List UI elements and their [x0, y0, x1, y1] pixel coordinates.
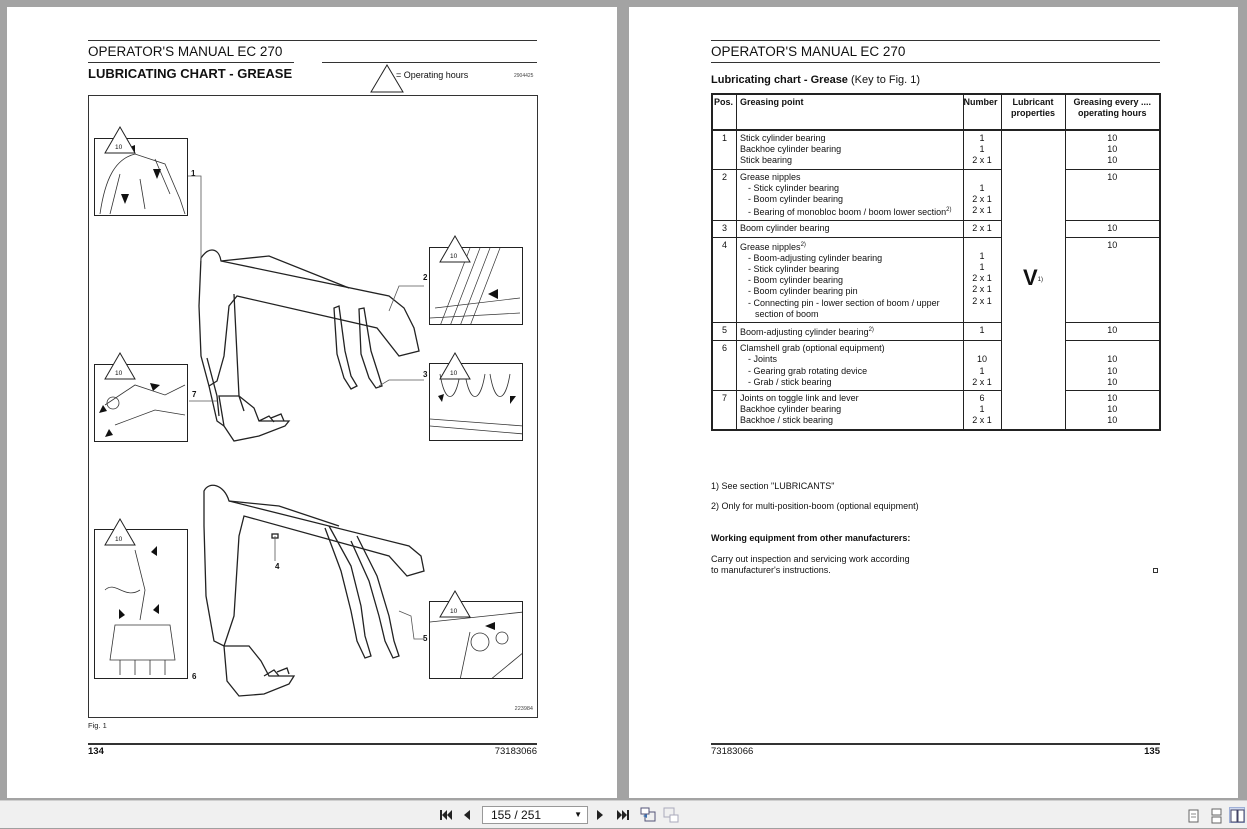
number-value: 1: [979, 182, 985, 193]
greasing-point-text: - Gearing grab rotating device: [748, 365, 868, 376]
greasing-point-text: Backhoe / stick bearing: [740, 415, 834, 426]
callout-5: 5: [423, 634, 428, 643]
interval-cell: [1065, 169, 1160, 221]
row-position: 5: [712, 323, 737, 341]
number-value: 1: [979, 262, 985, 273]
previous-page-icon: [462, 809, 472, 821]
greasing-point-text: - Joints: [748, 354, 778, 365]
interval-cell: [1065, 323, 1160, 341]
footnote-ref: 2): [946, 207, 952, 214]
interval-value: 10: [1107, 404, 1118, 415]
number-value: 2 x 1: [972, 376, 992, 387]
header-rule: [88, 40, 537, 41]
interval-value: 10: [1107, 133, 1118, 143]
continuous-page-icon: [1209, 808, 1225, 824]
table-title-bold: Lubricating chart - Grease: [711, 74, 848, 86]
greasing-point-text: Boom-adjusting cylinder bearing: [740, 327, 869, 338]
interval-value: [1069, 262, 1157, 273]
greasing-point-text: - Stick cylinder bearing: [748, 264, 840, 275]
interval-cell: [1065, 130, 1160, 169]
page-number: 134: [88, 746, 104, 757]
table-row: [712, 221, 1160, 237]
number-value: [967, 172, 998, 183]
number-value: 1: [979, 144, 985, 155]
interval-value: [1069, 205, 1157, 216]
greasing-point-cell: [737, 323, 963, 341]
section-text-line-2: to manufacturer's instructions.: [711, 565, 831, 575]
lubricant-cell: [1001, 130, 1065, 430]
two-page-view-button[interactable]: [1229, 807, 1245, 823]
greasing-point-text: - Connecting pin - lower section of boom / upper: [748, 297, 940, 308]
interval-value: 10: [1107, 325, 1118, 336]
greasing-point-cell: [737, 237, 963, 322]
last-page-button[interactable]: [615, 806, 631, 824]
interval-value: 10: [1107, 415, 1118, 426]
callout-3: 3: [423, 370, 428, 379]
number-value: 2 x 1: [972, 295, 992, 306]
first-page-icon: [439, 809, 453, 821]
table-title: [711, 74, 920, 86]
number-value: 2 x 1: [972, 223, 992, 234]
interval-value: 10: [1107, 171, 1118, 182]
greasing-point-text: section of boom: [755, 308, 819, 319]
continuous-view-button[interactable]: [1208, 807, 1224, 823]
manual-header: OPERATOR'S MANUAL EC 270: [711, 44, 906, 59]
interval-value: 10: [1107, 354, 1118, 365]
table-row: [712, 391, 1160, 430]
interval-value: [1069, 273, 1157, 284]
footnote-ref: 1): [1037, 276, 1044, 283]
col-pos: Pos.: [712, 94, 737, 130]
greasing-point-text: Backhoe cylinder bearing: [740, 144, 842, 155]
interval-cell: [1065, 237, 1160, 322]
chevron-down-icon: ▼: [574, 810, 582, 819]
col-number: Number: [963, 94, 1001, 130]
row-position: 4: [712, 237, 737, 322]
page-indicator: 155 / 251: [491, 808, 542, 822]
greasing-point-text: - Grab / stick bearing: [748, 376, 832, 387]
greasing-point-text: Joints on toggle link and lever: [740, 393, 859, 404]
viewer-toolbar: [0, 800, 1247, 828]
interval-label: 10: [115, 536, 123, 543]
figure-code: 223984: [514, 706, 533, 712]
greasing-point-cell: [737, 221, 963, 237]
number-cell: [963, 391, 1001, 430]
number-value: 1: [979, 250, 985, 261]
detail-inset-6: [94, 529, 188, 679]
page-134: [7, 7, 617, 798]
next-view-icon: [663, 807, 679, 823]
next-page-button[interactable]: [594, 806, 606, 824]
row-position: 6: [712, 341, 737, 391]
single-page-view-button[interactable]: [1185, 807, 1201, 823]
callout-7: 7: [192, 390, 197, 399]
document-number: 73183066: [711, 746, 754, 757]
greasing-point-cell: [737, 130, 963, 169]
interval-value: 10: [1107, 144, 1118, 155]
number-cell: [963, 323, 1001, 341]
greasing-point-text: - Bearing of monobloc boom / boom lower section: [748, 207, 947, 218]
greasing-point-cell: [737, 391, 963, 430]
table-row: [712, 323, 1160, 341]
page-number: 135: [1144, 746, 1160, 757]
footnote-1: 1) See section "LUBRICANTS": [711, 481, 835, 491]
interval-value: 10: [1107, 155, 1118, 166]
end-of-section-icon: [1153, 568, 1158, 573]
number-value: 10: [976, 354, 987, 365]
number-value: [967, 240, 998, 251]
greasing-point-text: - Boom cylinder bearing: [748, 275, 844, 286]
footer-rule: [88, 743, 537, 745]
figure-caption: Fig. 1: [88, 721, 107, 730]
title-rule-right: [322, 62, 537, 63]
interval-value: 10: [1107, 393, 1118, 404]
number-cell: [963, 169, 1001, 221]
table-row: [712, 169, 1160, 221]
interval-label: 10: [115, 370, 123, 377]
manual-header: OPERATOR'S MANUAL EC 270: [88, 44, 283, 59]
document-number: 73183066: [494, 746, 537, 757]
callout-4: 4: [275, 562, 280, 571]
previous-page-button[interactable]: [460, 806, 474, 824]
greasing-point-text: Clamshell grab (optional equipment): [740, 343, 885, 354]
callout-6: 6: [192, 672, 197, 681]
interval-value: 10: [1107, 223, 1118, 234]
callout-2: 2: [423, 273, 428, 282]
col-greasing-every: Greasing every .... operating hours: [1065, 94, 1160, 130]
interval-value: [1069, 343, 1157, 354]
row-position: 3: [712, 221, 737, 237]
footnote-ref: 2): [868, 327, 874, 334]
callout-1: 1: [191, 169, 196, 178]
row-position: 1: [712, 130, 737, 169]
col-greasing-point: Greasing point: [737, 94, 963, 130]
number-cell: [963, 237, 1001, 322]
figure-1: [88, 95, 538, 718]
previous-view-icon: [640, 807, 656, 823]
interval-cell: [1065, 221, 1160, 237]
greasing-point-text: Stick bearing: [740, 155, 793, 166]
greasing-point-text: - Boom-adjusting cylinder bearing: [748, 252, 883, 263]
number-value: 1: [979, 133, 985, 143]
header-rule: [711, 40, 1160, 41]
first-page-button[interactable]: [438, 806, 454, 824]
two-page-icon: [1230, 808, 1246, 824]
number-cell: [963, 221, 1001, 237]
number-value: 2 x 1: [972, 415, 992, 426]
table-title-suffix: (Key to Fig. 1): [847, 74, 921, 86]
interval-value: [1069, 251, 1157, 262]
interval-value: 10: [1107, 239, 1118, 250]
interval-value: 10: [1107, 365, 1118, 376]
number-value: 6: [979, 393, 985, 404]
legend-code: 2904425: [514, 73, 534, 79]
interval-value: [1069, 307, 1157, 318]
interval-value: [1069, 194, 1157, 205]
last-page-icon: [616, 809, 630, 821]
next-page-icon: [595, 809, 605, 821]
number-value: 1: [979, 325, 985, 336]
section-text-line-1: Carry out inspection and servicing work according: [711, 554, 910, 564]
col-lubricant: Lubricant properties: [1001, 94, 1065, 130]
row-position: 2: [712, 169, 737, 221]
interval-label: 10: [450, 253, 458, 260]
greasing-point-cell: [737, 341, 963, 391]
number-value: 2 x 1: [972, 194, 992, 204]
title-rule-left: [88, 62, 294, 63]
next-view-button[interactable]: [663, 806, 679, 824]
table-row: [712, 341, 1160, 391]
footer-rule: [711, 743, 1160, 745]
footnote-2: 2) Only for multi-position-boom (optional equipment): [711, 501, 919, 511]
interval-value: 10: [1107, 376, 1118, 387]
interval-label: 10: [450, 370, 458, 377]
interval-label: 10: [115, 144, 123, 151]
previous-view-button[interactable]: [640, 806, 656, 824]
header-rule-lower: [711, 62, 1160, 63]
number-cell: [963, 130, 1001, 169]
page-135: [629, 7, 1238, 798]
interval-cell: [1065, 391, 1160, 430]
number-value: 2 x 1: [972, 155, 992, 166]
number-value: 2 x 1: [972, 273, 992, 284]
interval-cell: [1065, 341, 1160, 391]
lubrication-table: [711, 93, 1161, 431]
table-row: [712, 237, 1160, 322]
number-value: [967, 343, 998, 354]
table-row: [712, 130, 1160, 169]
section-heading: Working equipment from other manufacturers:: [711, 533, 911, 543]
greasing-point-text: Boom cylinder bearing: [740, 223, 830, 234]
greasing-point-text: - Boom cylinder bearing pin: [748, 286, 858, 297]
number-value: 2 x 1: [972, 284, 992, 295]
greasing-point-text: Stick cylinder bearing: [740, 133, 826, 143]
lubricant-code: V: [1022, 264, 1038, 290]
interval-value: [1069, 284, 1157, 295]
greasing-point-text: Backhoe cylinder bearing: [740, 404, 842, 415]
number-cell: [963, 341, 1001, 391]
number-value: [967, 307, 998, 318]
interval-value: [1069, 296, 1157, 307]
number-value: 2 x 1: [972, 205, 992, 216]
greasing-point-text: Grease nipples: [740, 171, 801, 182]
greasing-point-text: - Stick cylinder bearing: [748, 182, 840, 193]
footnote-ref: 2): [800, 241, 806, 248]
page-title: LUBRICATING CHART - GREASE: [88, 66, 293, 81]
single-page-icon: [1186, 808, 1202, 824]
interval-label: 10: [450, 608, 458, 615]
interval-value: [1069, 183, 1157, 194]
row-position: 7: [712, 391, 737, 430]
number-value: 1: [979, 404, 985, 415]
legend-text: = Operating hours: [396, 70, 469, 80]
greasing-point-cell: [737, 169, 963, 221]
number-value: 1: [979, 365, 985, 376]
page-number-select[interactable]: [482, 806, 588, 824]
greasing-point-text: Grease nipples: [740, 241, 801, 252]
greasing-point-text: - Boom cylinder bearing: [748, 194, 844, 205]
